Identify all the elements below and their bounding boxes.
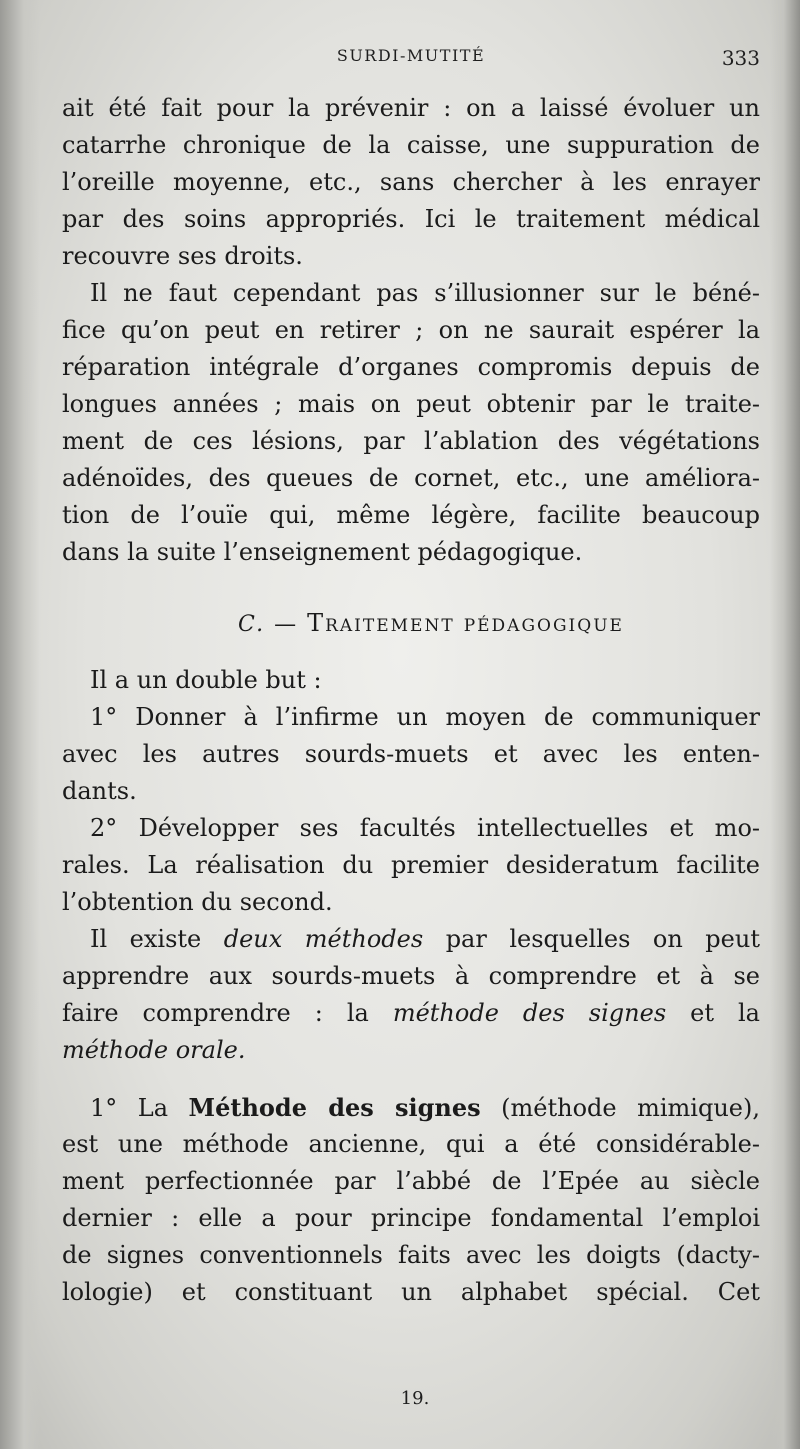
text-line: longues années ; mais on peut obtenir par le traite- — [62, 390, 760, 418]
running-head — [62, 44, 760, 74]
section-letter: C. — [238, 612, 266, 637]
text-line: l’obtention du second. — [62, 888, 333, 916]
paragraph-5 — [62, 810, 760, 921]
page-number: 333 — [721, 46, 760, 70]
italic-span: deux méthodes — [223, 925, 424, 953]
italic-span: méthode des signes — [392, 999, 667, 1027]
paragraph-3 — [62, 662, 760, 699]
paragraph-1 — [62, 90, 760, 275]
text-span: par lesquelles on peut — [445, 925, 760, 953]
text-line — [62, 921, 760, 958]
text-line: 1° Donner à l’infirme un moyen de communiquer — [90, 703, 760, 731]
signature-mark: 19. — [400, 1388, 430, 1409]
text-line: dernier : elle a pour principe fondamental l’emploi — [62, 1204, 760, 1232]
section-dash: — — [274, 612, 299, 637]
text-line: rales. La réalisation du premier desideratum facilite — [62, 851, 760, 879]
text-line: l’oreille moyenne, etc., sans chercher à les enrayer — [62, 168, 760, 196]
section-title-word-1: RAITEMENT — [325, 616, 455, 636]
text-span: faire comprendre : la — [62, 999, 369, 1027]
text-line: réparation intégrale d’organes compromis depuis de — [62, 353, 760, 381]
paragraph-4 — [62, 699, 760, 810]
text-line: fice qu’on peut en retirer ; on ne saurait espérer la — [62, 316, 760, 344]
text-span: (méthode mimique), — [501, 1094, 761, 1122]
paragraph-6 — [62, 921, 760, 1069]
running-title: SURDI-MUTITÉ — [336, 46, 486, 65]
text-line: par des soins appropriés. Ici le traitement médical — [62, 205, 760, 233]
text-line — [62, 1032, 760, 1069]
text-line: lologie) et constituant un alphabet spécial. Cet — [62, 1278, 760, 1306]
section-heading — [62, 605, 760, 642]
spacer — [62, 571, 760, 605]
text-line: adénoïdes, des queues de cornet, etc., une améliora- — [62, 464, 760, 492]
text-line: de signes conventionnels faits avec les doigts (dacty- — [62, 1241, 760, 1269]
section-title-initial: T — [307, 609, 326, 637]
text-line: recouvre ses droits. — [62, 242, 303, 270]
text-line: Il a un double but : — [90, 666, 322, 694]
text-line: dans la suite l’enseignement pédagogique. — [62, 538, 583, 566]
text-line: apprendre aux sourds-muets à comprendre et à se — [62, 962, 760, 990]
text-line: ment perfectionnée par l’abbé de l’Epée au siècle — [62, 1167, 760, 1195]
text-line: est une méthode ancienne, qui a été considérable- — [62, 1130, 760, 1158]
section-title-word-2: PÉDAGOGIQUE — [463, 616, 624, 636]
body-text — [62, 90, 760, 1311]
text-line: tion de l’ouïe qui, même légère, facilite beaucoup — [62, 501, 760, 529]
text-line: Il ne faut cependant pas s’illusionner sur le béné- — [90, 279, 760, 307]
text-line: ment de ces lésions, par l’ablation des végétations — [62, 427, 760, 455]
text-line — [62, 1089, 760, 1126]
spacer — [62, 642, 760, 662]
paragraph-7 — [62, 1089, 760, 1311]
text-span: 1° La — [90, 1094, 169, 1122]
paragraph-2 — [62, 275, 760, 571]
text-line: dants. — [62, 777, 137, 805]
bold-term: Méthode des signes — [188, 1093, 481, 1122]
text-line: avec les autres sourds-muets et avec les enten- — [62, 740, 760, 768]
text-line: 2° Développer ses facultés intellectuelles et mo- — [90, 814, 760, 842]
text-line: ait été fait pour la prévenir : on a laissé évoluer un — [62, 94, 760, 122]
text-line: catarrhe chronique de la caisse, une suppuration de — [62, 131, 760, 159]
italic-span: méthode orale. — [62, 1036, 246, 1064]
text-span: Il existe — [90, 925, 202, 953]
spacer — [62, 1069, 760, 1089]
text-line — [62, 995, 760, 1032]
text-span: et la — [690, 999, 760, 1027]
